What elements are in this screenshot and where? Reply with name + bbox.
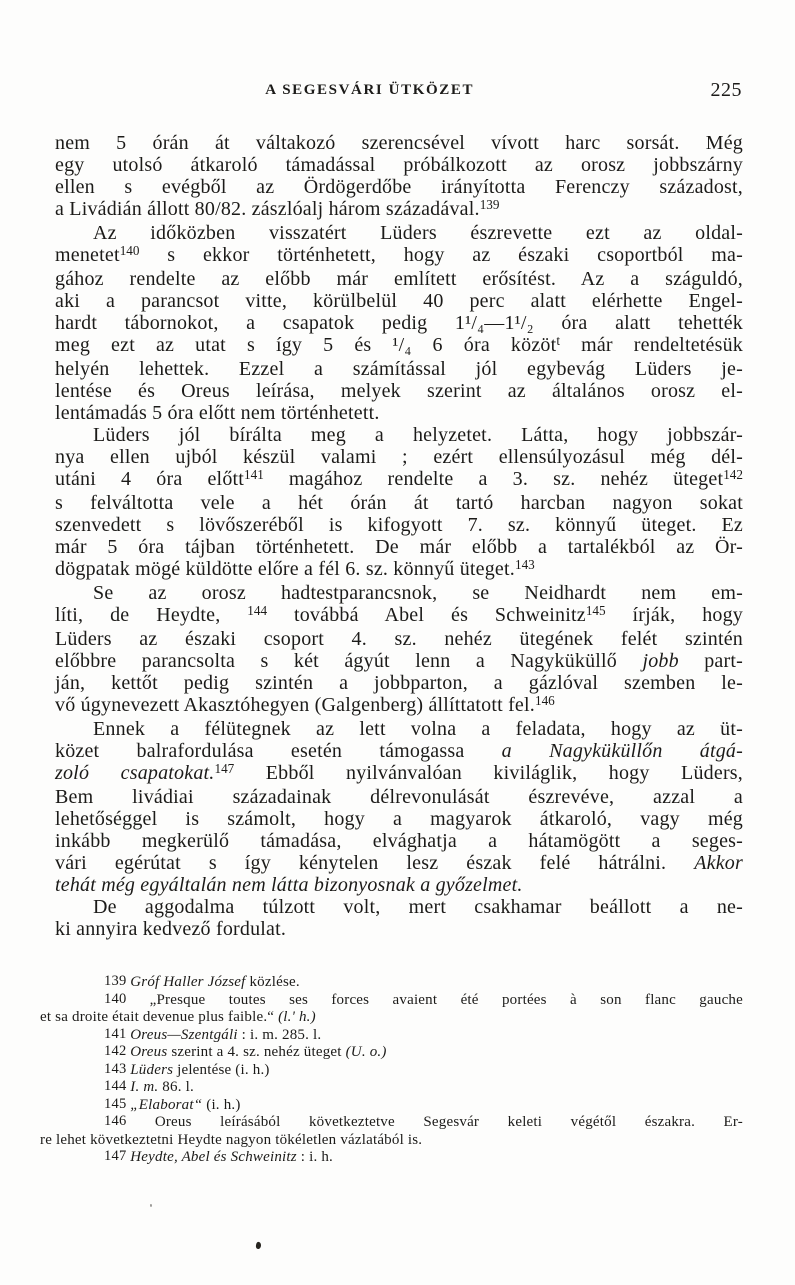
- text-line: 139 Gróf Haller József közlése.: [104, 973, 300, 990]
- paragraph: [55, 424, 743, 582]
- text-line: re lehet következtetni Heydte nagyon tökéletlen vázlatából is.: [40, 1131, 423, 1148]
- page-title: A SEGESVÁRI ÜTKÖZET: [265, 82, 475, 98]
- footnote: [40, 1079, 743, 1097]
- text-line: már 5 óra tájban történhetett. De már előbb a tartalékból az Ör-: [55, 536, 743, 558]
- paragraph: [55, 896, 743, 940]
- text-line: hardt tábornokot, a csapatok pedig 1¹/₄—1¹/₂ óra alatt tehették: [55, 312, 743, 334]
- text-line: De aggodalma túlzott volt, mert csakhamar beállott a ne-: [93, 896, 743, 918]
- text-line: Az időközben visszatért Lüders észrevette ezt az oldal-: [93, 222, 743, 244]
- page-number: 225: [710, 79, 742, 101]
- text-line: 141 Oreus—Szentgáli : i. m. 285. l.: [104, 1025, 322, 1043]
- text-line: nya ellen ujból készül valami ; ezért ellensúlyozásul még dél-: [55, 446, 743, 468]
- text-line: helyén lehettek. Ezzel a számítással jól egybevág Lüders je-: [55, 358, 743, 380]
- footnote: [40, 1027, 743, 1045]
- text-line: 142 Oreus szerint a 4. sz. nehéz üteget (U. o.): [104, 1043, 387, 1060]
- text-line: gához rendelte az előbb már említett erősítést. Az a száguldó,: [55, 268, 743, 290]
- paragraph: [55, 222, 743, 424]
- footnote: [40, 1114, 743, 1149]
- text-line: 146 Oreus leírásából következtetve Segesvár keleti végétől északra. Er-: [104, 1113, 743, 1130]
- text-line: lentése és Oreus leírása, melyek szerint az általános orosz el-: [55, 380, 743, 402]
- footnote: [40, 992, 743, 1027]
- text-line: ján, kettőt pedig szintén a jobbparton, a gázlóval szemben le-: [55, 672, 743, 694]
- text-line: ellen s evégből az Ördögerdőbe irányította Ferenczy századost,: [55, 176, 743, 198]
- text-line: Bem livádiai századainak délrevonulását észrevéve, azzal a: [55, 786, 743, 808]
- text-line: Ennek a félütegnek az lett volna a feladata, hogy az üt-: [93, 718, 743, 740]
- text-line: utáni 4 óra előtt$^{141}$ magához rendelte a 3. sz. nehéz üteget$^{142}$: [55, 467, 743, 490]
- text-line: közet balrafordulása esetén támogassa a Nagyküküllőn átgá-: [55, 740, 743, 762]
- footnote: [40, 1097, 743, 1115]
- paragraph: [55, 582, 743, 718]
- text-line: 145 „Elaborat“ (i. h.): [104, 1095, 241, 1113]
- text-line: meg ezt az utat s így 5 és ¹/₄ 6 óra közöt$^t$ már rendeltetésük: [55, 333, 743, 356]
- ink-speck: [255, 1242, 261, 1250]
- text-line: 140 „Presque toutes ses forces avaient été portées à son flanc gauche: [104, 990, 743, 1008]
- text-line: s felváltotta vele a hét órán át tartó harcban nagyon sokat: [55, 492, 743, 514]
- ink-speck: [150, 1204, 152, 1207]
- body-text: [55, 132, 743, 940]
- text-line: líti, de Heydte, $^{144}$ továbbá Abel és Schweinitz$^{145}$ írják, hogy: [55, 603, 743, 626]
- text-line: menetet$^{140}$ s ekkor történhetett, hogy az északi csoportból ma-: [55, 243, 743, 266]
- text-line: szenvedett s lövőszeréből is kifogyott 7. sz. könnyű üteget. Ez: [55, 514, 743, 536]
- text-line: Lüders az északi csoport 4. sz. nehéz ütegének felét szintén: [55, 628, 743, 650]
- text-line: dögpatak mögé küldötte előre a fél 6. sz. könnyű üteget.$^{143}$: [55, 557, 535, 580]
- text-line: nem 5 órán át váltakozó szerencsével vívott harc sorsát. Még: [55, 132, 743, 154]
- footnote: [40, 974, 743, 992]
- paragraph: [55, 718, 743, 896]
- footnote: [40, 1149, 743, 1167]
- text-line: lehetőséggel is számolt, hogy a magyarok átkaroló, vagy még: [55, 808, 743, 830]
- text-line: lentámadás 5 óra előtt nem történhetett.: [55, 402, 380, 424]
- text-line: ki annyira kedvező fordulat.: [55, 918, 287, 940]
- text-line: előbbre parancsolta s két ágyút lenn a Nagyküküllő jobb part-: [55, 650, 743, 672]
- text-line: egy utolsó átkaroló támadással próbálkozott az orosz jobbszárny: [55, 154, 743, 176]
- footnote: [40, 1062, 743, 1080]
- text-line: a Livádián állott 80/82. zászlóalj három századával.$^{139}$: [55, 197, 500, 220]
- footnote: [40, 1044, 743, 1062]
- text-line: zoló csapatokat.$^{147}$ Ebből nyilvánvalóan kiviláglik, hogy Lüders,: [55, 761, 743, 784]
- text-line: tehát még egyáltalán nem látta bizonyosnak a győzelmet.: [55, 874, 523, 896]
- running-head: [0, 0, 795, 110]
- text-line: aki a parancsot vitte, körülbelül 40 perc alatt elérhette Engel-: [55, 290, 743, 312]
- text-line: vő úgynevezett Akasztóhegyen (Galgenberg) állíttatott fel.$^{146}$: [55, 693, 555, 716]
- text-line: 143 Lüders jelentése (i. h.): [104, 1060, 270, 1078]
- footnotes: [40, 974, 743, 1167]
- text-line: vári egérútat s így kénytelen lesz észak felé hátrálni. Akkor: [55, 852, 743, 874]
- text-line: Lüders jól bírálta meg a helyzetet. Látta, hogy jobbszár-: [93, 424, 743, 446]
- text-line: et sa droite était devenue plus faible.“ (l.' h.): [40, 1009, 316, 1025]
- text-line: 144 I. m. 86. l.: [104, 1078, 194, 1095]
- paragraph: [55, 132, 743, 222]
- text-line: 147 Heydte, Abel és Schweinitz : i. h.: [104, 1148, 333, 1165]
- text-line: inkább megkerülő támadása, elvághatja a hátamögött a seges-: [55, 830, 743, 852]
- text-line: Se az orosz hadtestparancsnok, se Neidhardt nem em-: [93, 582, 743, 604]
